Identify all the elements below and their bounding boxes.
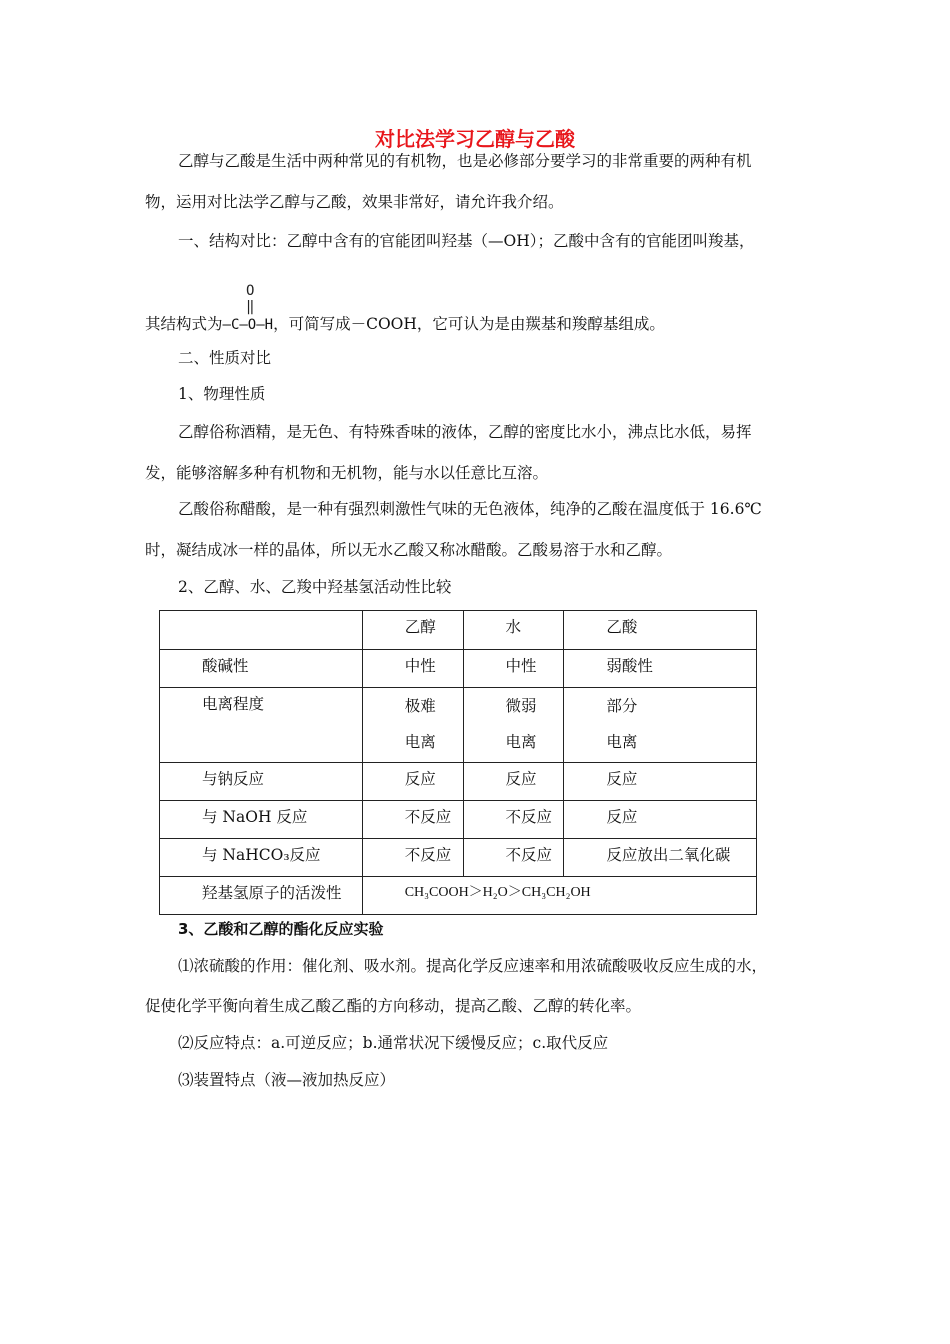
- table-cell: 微弱 电离: [463, 688, 564, 763]
- table-cell: 反应: [463, 763, 564, 801]
- table-cell: 电离程度: [160, 688, 363, 763]
- table-row: [160, 688, 757, 763]
- table-header-cell: [160, 611, 363, 650]
- table-cell: 反应: [564, 801, 757, 839]
- reaction-features: ⑵反应特点：a.可逆反应；b.通常状况下缓慢反应；c.取代反应: [178, 1034, 609, 1052]
- table-cell: 与钠反应: [160, 763, 363, 801]
- table-cell: 不反应: [362, 801, 463, 839]
- table-cell: 羟基氢原子的活泼性: [160, 877, 363, 915]
- formula-oxygen: O: [246, 283, 255, 299]
- table-cell: 反应放出二氧化碳: [564, 839, 757, 877]
- table-cell: 极难 电离: [362, 688, 463, 763]
- structure-prefix: 其结构式为: [145, 315, 223, 333]
- table-header-cell: 乙醇: [362, 611, 463, 650]
- intro-line-2: 物，运用对比法学乙醇与乙酸，效果非常好，请允许我介绍。: [145, 193, 564, 211]
- physical-properties-heading: 1、物理性质: [178, 385, 266, 403]
- table-cell: 部分 电离: [564, 688, 757, 763]
- property-comparison-heading: 二、性质对比: [178, 349, 272, 367]
- table-cell: 中性: [362, 650, 463, 688]
- structure-formula-line: [145, 314, 665, 335]
- table-row: [160, 763, 757, 801]
- table-row: [160, 650, 757, 688]
- sulfuric-acid-role-line-2: 促使化学平衡向着生成乙酸乙酯的方向移动，提高乙酸、乙醇的转化率。: [145, 997, 642, 1015]
- table-cell: 弱酸性: [564, 650, 757, 688]
- ethanol-properties-line-1: 乙醇俗称酒精，是无色、有特殊香味的液体，乙醇的密度比水小，沸点比水低，易挥: [178, 423, 752, 441]
- table-cell: 与 NaOH 反应: [160, 801, 363, 839]
- table-cell-activity-order: CH₃COOH＞H₂O＞CH₃CH₂OH: [362, 877, 756, 915]
- hydroxyl-activity-heading: 2、乙醇、水、乙羧中羟基氢活动性比较: [178, 578, 452, 596]
- table-row: [160, 877, 757, 915]
- table-header-row: [160, 611, 757, 650]
- table-cell: 不反应: [362, 839, 463, 877]
- table-cell: 不反应: [463, 839, 564, 877]
- table-row: [160, 839, 757, 877]
- intro-line-1: 乙醇与乙酸是生活中两种常见的有机物，也是必修部分要学习的非常重要的两种有机: [178, 152, 752, 170]
- comparison-table: [159, 610, 757, 915]
- acetic-acid-properties-line-2: 时，凝结成冰一样的晶体，所以无水乙酸又称冰醋酸。乙酸易溶于水和乙醇。: [145, 541, 673, 559]
- page-title: 对比法学习乙醇与乙酸: [375, 127, 575, 151]
- table-cell: 与 NaHCO₃反应: [160, 839, 363, 877]
- sulfuric-acid-role-line-1: ⑴浓硫酸的作用：催化剂、吸水剂。提高化学反应速率和用浓硫酸吸收反应生成的水，: [178, 957, 768, 975]
- formula-double-bond: ‖: [246, 299, 255, 315]
- table-row: [160, 801, 757, 839]
- table-cell: 不反应: [463, 801, 564, 839]
- acetic-acid-properties-line-1: 乙酸俗称醋酸，是一种有强烈刺激性气味的无色液体，纯净的乙酸在温度低于 16.6℃: [178, 500, 762, 518]
- table-header-cell: 水: [463, 611, 564, 650]
- table-cell: 反应: [362, 763, 463, 801]
- esterification-heading: 3、乙酸和乙醇的酯化反应实验: [178, 920, 384, 938]
- table-cell: 反应: [564, 763, 757, 801]
- apparatus-features: ⑶装置特点（液—液加热反应）: [178, 1071, 396, 1089]
- table-cell: 酸碱性: [160, 650, 363, 688]
- table-cell: 中性: [463, 650, 564, 688]
- ethanol-properties-line-2: 发，能够溶解多种有机物和无机物，能与水以任意比互溶。: [145, 464, 549, 482]
- structural-formula: —C—O—H: [222, 317, 274, 333]
- structure-comparison-line: 一、结构对比：乙醇中含有的官能团叫羟基（—OH）；乙酸中含有的官能团叫羧基，: [178, 232, 755, 250]
- structure-suffix: ，可简写成－COOH，它可认为是由羰基和羧醇基组成。: [273, 315, 665, 333]
- table-header-cell: 乙酸: [564, 611, 757, 650]
